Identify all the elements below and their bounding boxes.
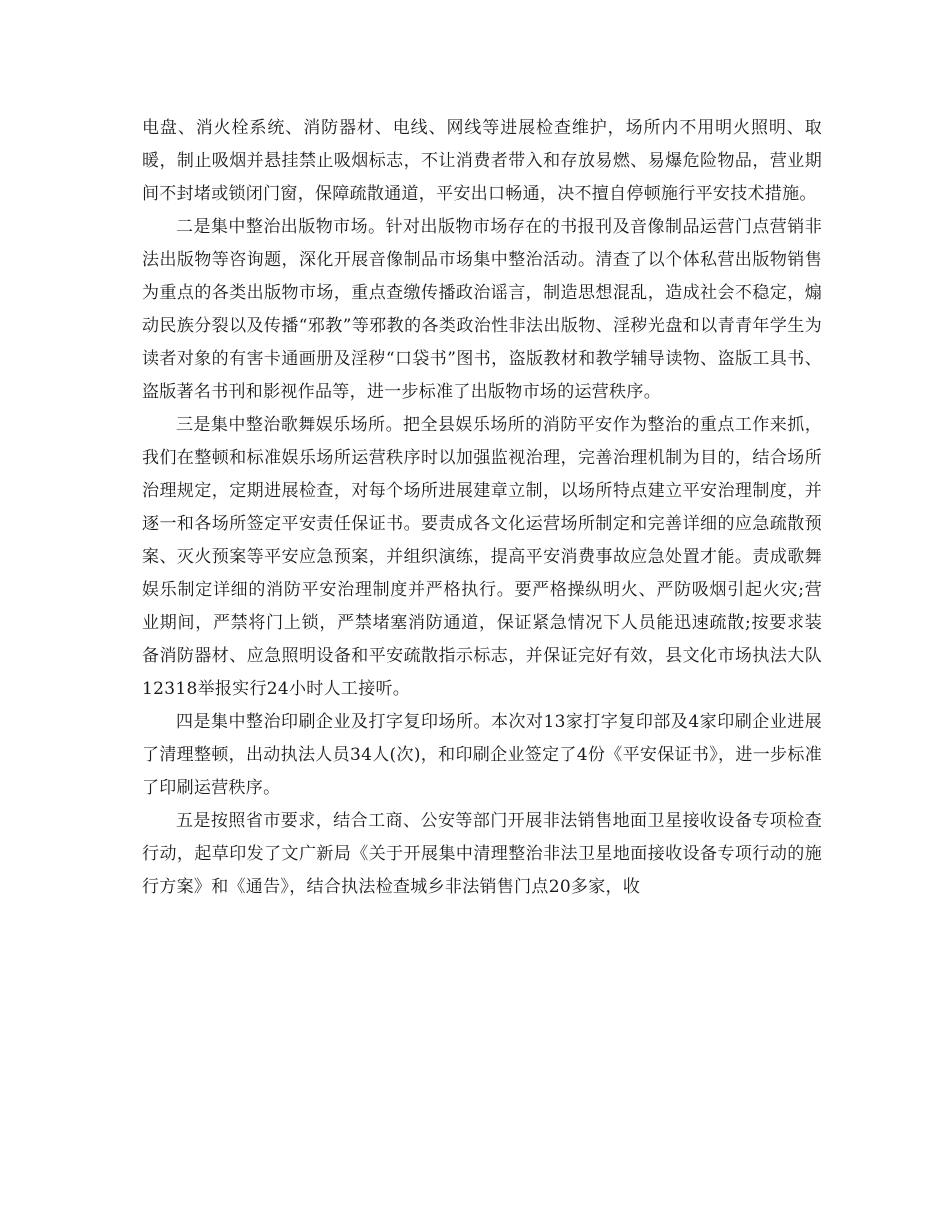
paragraph-3: 三是集中整治歌舞娱乐场所。把全县娱乐场所的消防平安作为整治的重点工作来抓，我们在整顿和标准娱乐场所运营秩序时以加强监视治理，完善治理机制为目的，结合场所治理规定，定期进展检查，对每个场所进展建章立制，以场所特点建立平安治理制度，并逐一和各场所签定平安责任保证书。要责成各文化运营场所制定和完善详细的应急疏散预案、灭火预案等平安应急预案，并组织演练，提高平安消费事故应急处置才能。责成歌舞娱乐制定详细的消防平安治理制度并严格执行。要严格操纵明火、严防吸烟引起火灾;营业期间，严禁将门上锁，严禁堵塞消防通道，保证紧急情况下人员能迅速疏散;按要求装备消防器材、应急照明设备和平安疏散指示标志，并保证完好有效，县文化市场执法大队12318举报实行24小时人工接听。 [142, 415, 822, 699]
paragraph-5: 五是按照省市要求，结合工商、公安等部门开展非法销售地面卫星接收设备专项检查行动，起草印发了文广新局《关于开展集中清理整治非法卫星地面接收设备专项行动的施行方案》和《通告》，结合执法检查城乡非法销售门点20多家，收 [142, 811, 822, 897]
document-body [142, 112, 822, 904]
paragraph-2: 二是集中整治出版物市场。针对出版物市场存在的书报刊及音像制品运营门点营销非法出版物等咨询题，深化开展音像制品市场集中整治活动。清查了以个体私营出版物销售为重点的各类出版物市场，重点查缴传播政治谣言，制造思想混乱，造成社会不稳定，煽动民族分裂以及传播“邪教”等邪教的各类政治性非法出版物、淫秽光盘和以青青年学生为读者对象的有害卡通画册及淫秽“口袋书”图书，盗版教材和教学辅导读物、盗版工具书、盗版著名书刊和影视作品等，进一步标准了出版物市场的运营秩序。 [142, 217, 822, 402]
paragraph-4: 四是集中整治印刷企业及打字复印场所。本次对13家打字复印部及4家印刷企业进展了清理整顿，出动执法人员34人(次)，和印刷企业签定了4份《平安保证书》，进一步标准了印刷运营秩序。 [142, 712, 822, 798]
paragraph-1: 电盘、消火栓系统、消防器材、电线、网线等进展检查维护，场所内不用明火照明、取暖，制止吸烟并悬挂禁止吸烟标志，不让消费者带入和存放易燃、易爆危险物品，营业期间不封堵或锁闭门窗，保障疏散通道，平安出口畅通，决不擅自停顿施行平安技术措施。 [142, 118, 822, 204]
